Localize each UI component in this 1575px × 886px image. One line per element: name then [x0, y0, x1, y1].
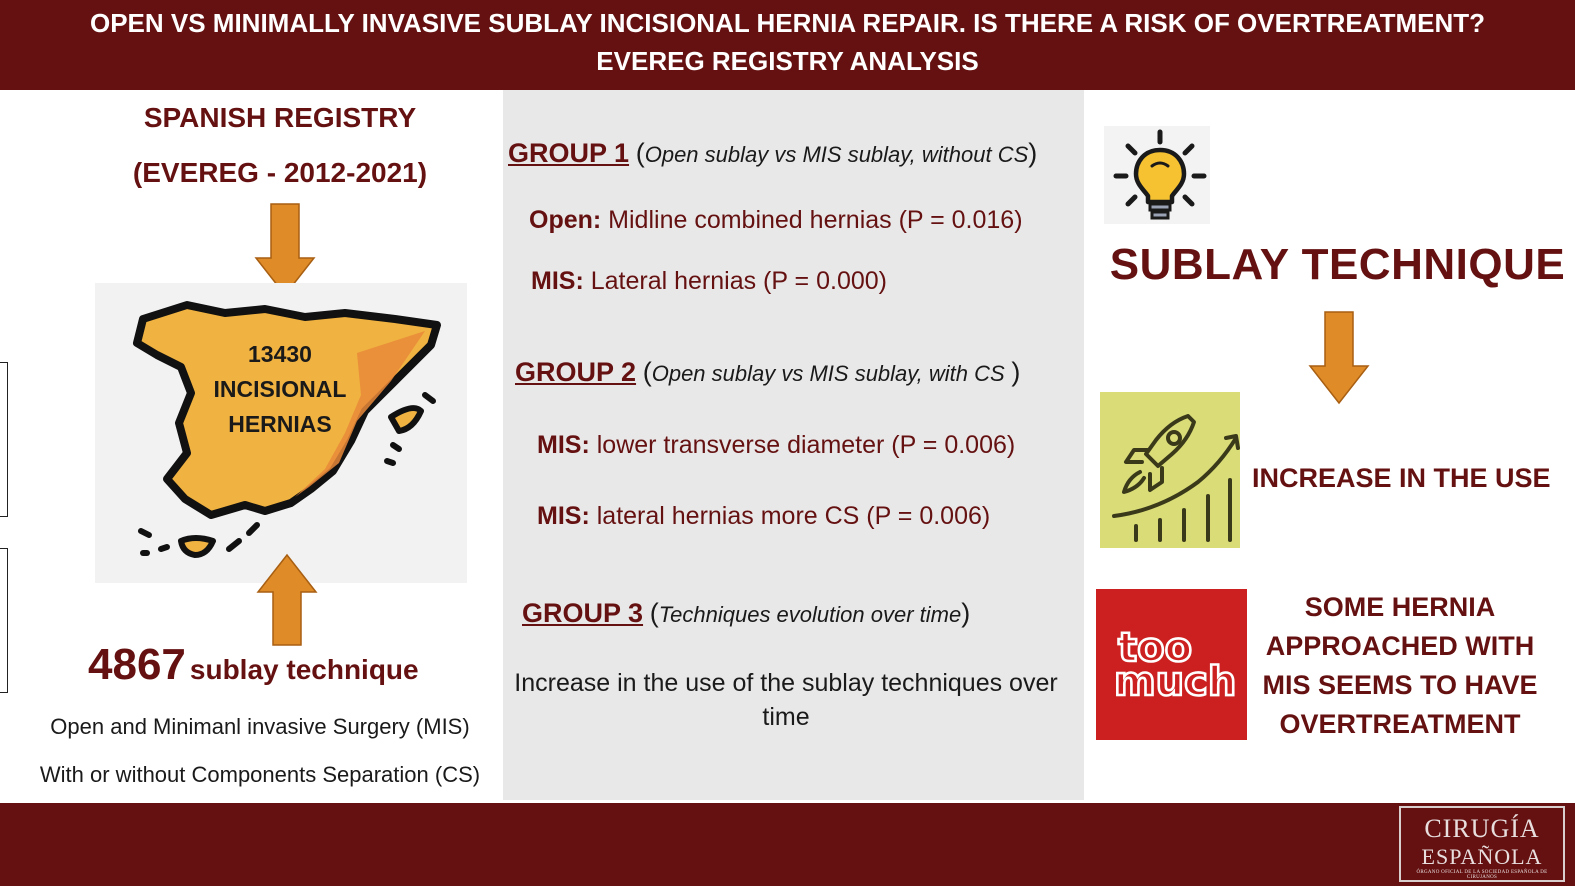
- title-banner: [0, 0, 1575, 90]
- note-components-separation: With or without Components Separation (CS): [39, 762, 481, 787]
- sublay-count-label: sublay technique: [189, 654, 419, 685]
- logo-line-2: ESPAÑOLA: [1421, 844, 1543, 869]
- too-much-word-2: much: [1114, 659, 1237, 705]
- group-2-paren-close: ): [1011, 357, 1021, 387]
- conclusion-line-2: APPROACHED WITH: [1265, 631, 1535, 661]
- too-much-word-1: too: [1118, 625, 1193, 671]
- left-edge-bracket-bottom: [0, 548, 8, 693]
- finding-text: lower transverse diameter (P = 0.006): [596, 431, 1016, 459]
- sublay-headline: SUBLAY TECHNIQUE: [1109, 240, 1566, 289]
- arrow-down-icon: [1308, 311, 1370, 405]
- group-2-finding-2: [537, 502, 990, 531]
- group-2-subtitle: Open sublay vs MIS sublay, with CS: [651, 361, 1005, 386]
- finding-label: MIS:: [531, 267, 584, 295]
- group-1-subtitle: Open sublay vs MIS sublay, without CS: [644, 142, 1029, 167]
- title-line-2: EVEREG REGISTRY ANALYSIS: [596, 46, 979, 76]
- group-3-paren-open: (: [649, 598, 659, 628]
- arrow-up-icon: [256, 553, 318, 647]
- group-3-paren-close: ): [961, 598, 971, 628]
- group-2-finding-1: [537, 431, 1015, 460]
- registry-period: (EVEREG - 2012-2021): [132, 157, 428, 188]
- group-1-title: GROUP 1: [508, 138, 630, 168]
- group-3-heading: [522, 598, 970, 629]
- lightbulb-panel: [1104, 126, 1210, 224]
- finding-label: MIS:: [537, 431, 590, 459]
- group-1-finding-2: [531, 267, 887, 296]
- too-much-icon: [1096, 589, 1247, 740]
- group-3-finding: Increase in the use of the sublay techniques over time: [514, 669, 1058, 731]
- group-1-paren-open: (: [635, 138, 645, 168]
- sublay-count: [88, 640, 419, 690]
- logo-line-1: CIRUGÍA: [1424, 814, 1540, 843]
- finding-label: MIS:: [537, 502, 590, 530]
- finding-text: Midline combined hernias (P = 0.016): [608, 206, 1023, 234]
- finding-text: Lateral hernias (P = 0.000): [590, 267, 887, 295]
- rocket-panel: [1100, 392, 1240, 548]
- sublay-count-value: 4867: [88, 640, 186, 689]
- finding-text: lateral hernias more CS (P = 0.006): [596, 502, 991, 530]
- lightbulb-icon: [1104, 126, 1210, 224]
- group-3-subtitle: Techniques evolution over time: [658, 602, 962, 627]
- map-count: 13430: [248, 341, 312, 367]
- rocket-growth-icon: [1100, 392, 1240, 548]
- finding-label: Open:: [529, 206, 602, 234]
- group-2-title: GROUP 2: [515, 357, 637, 387]
- group-2-heading: [515, 357, 1020, 388]
- left-edge-bracket-top: [0, 362, 8, 517]
- conclusion-line-3: MIS SEEMS TO HAVE: [1262, 670, 1538, 700]
- group-3-title: GROUP 3: [522, 598, 644, 628]
- title-line-1: OPEN VS MINIMALLY INVASIVE SUBLAY INCISIONAL HERNIA REPAIR. IS THERE A RISK OF OVERTREATMENT?: [89, 8, 1485, 38]
- journal-logo: [1399, 806, 1565, 882]
- group-1-paren-close: ): [1028, 138, 1038, 168]
- note-open-mis: Open and Minimanl invasive Surgery (MIS): [50, 714, 470, 739]
- group-1-heading: [508, 138, 1037, 169]
- logo-tagline: ÓRGANO OFICIAL DE LA SOCIEDAD ESPAÑOLA DE CIRUJANOS: [1416, 870, 1548, 880]
- increase-label: INCREASE IN THE USE: [1252, 463, 1551, 493]
- conclusion-line-1: SOME HERNIA: [1304, 592, 1496, 622]
- registry-title: SPANISH REGISTRY: [143, 102, 417, 133]
- map-label-line-1: INCISIONAL: [213, 376, 347, 402]
- group-2-paren-open: (: [642, 357, 652, 387]
- group-1-finding-1: [529, 206, 1023, 235]
- too-much-graphic: [1096, 589, 1247, 740]
- conclusion-line-4: OVERTREATMENT: [1279, 709, 1521, 739]
- footer-banner: [0, 803, 1575, 886]
- conclusion: [1250, 588, 1550, 744]
- map-label-line-2: HERNIAS: [228, 411, 332, 437]
